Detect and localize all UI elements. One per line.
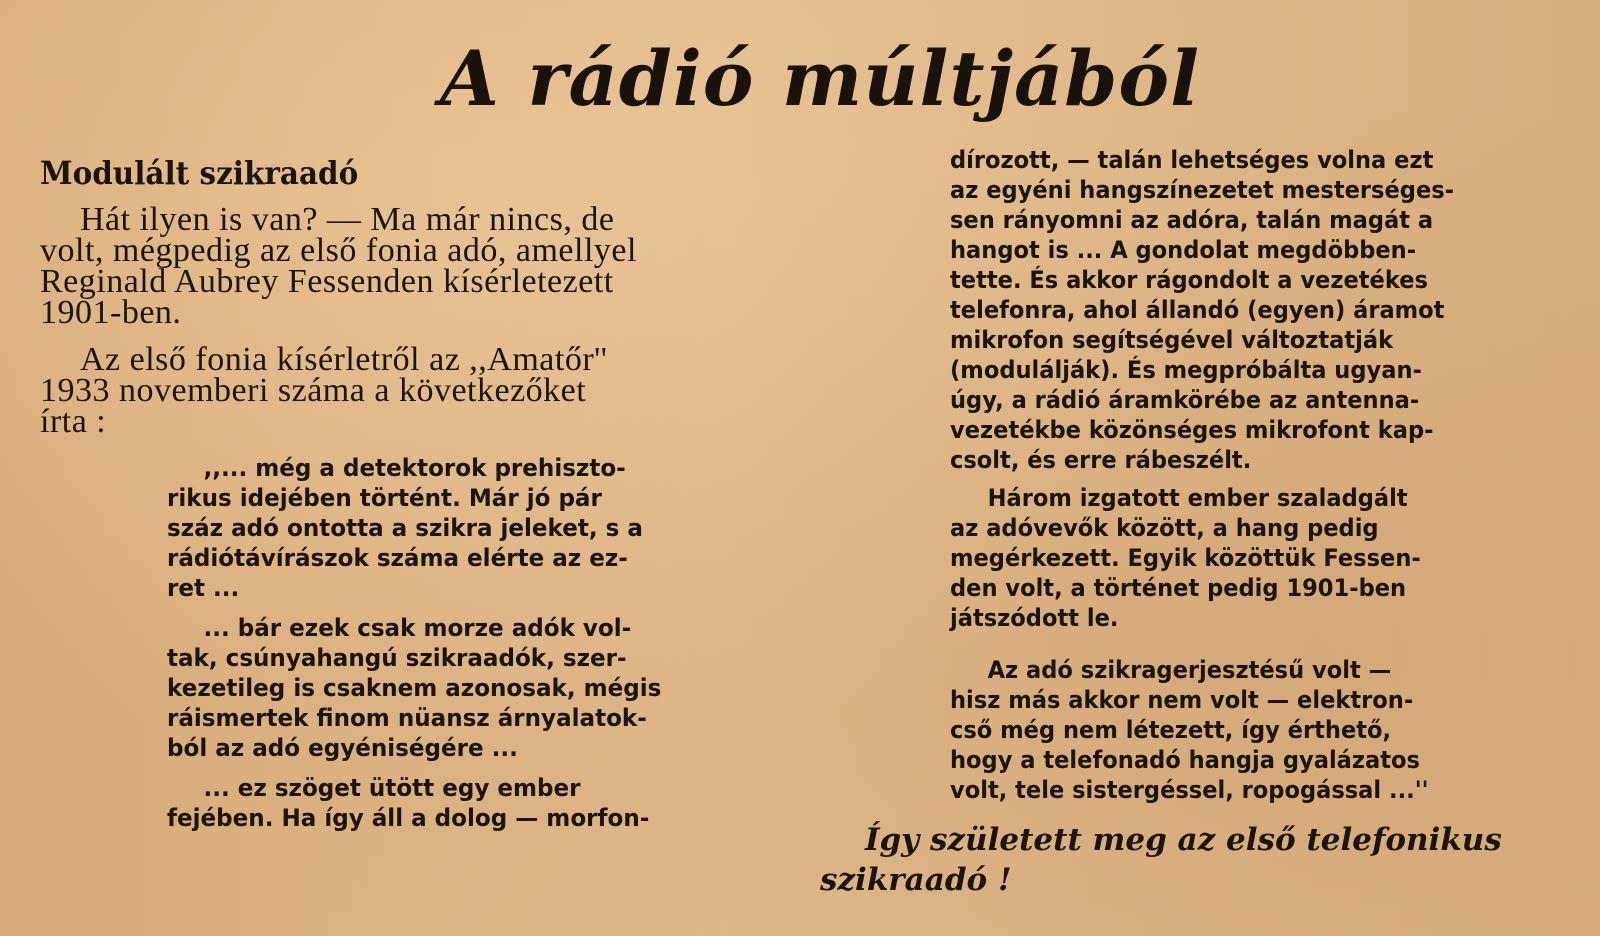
quote-paragraph — [167, 773, 736, 833]
text-line: (modulálják). És megpróbálta ugyan- — [950, 356, 1422, 384]
intro-paragraph — [40, 201, 760, 331]
text-line: hisz más akkor nem volt — elektron- — [950, 686, 1414, 714]
text-line: vezetékbe közönséges mikrofont kap- — [950, 416, 1434, 444]
text-line: sen rányomni az adóra, talán magát a — [950, 206, 1434, 234]
text-line: fejében. Ha így áll a dolog — morfon- — [167, 804, 650, 832]
body-paragraph — [950, 483, 1514, 633]
text-line: ráismertek finom nüansz árnyalatok- — [167, 704, 647, 732]
right-column — [950, 145, 1550, 827]
text-line: telefonra, ahol állandó (egyen) áramot — [950, 296, 1445, 324]
text-line: Így született meg az első telefonikus — [865, 822, 1502, 858]
quote-paragraph — [167, 453, 736, 603]
text-line: tak, csúnyahangú szikraadók, szer- — [167, 644, 627, 672]
text-line: játszódott le. — [950, 604, 1119, 632]
text-line: Az első fonia kísérletről az ,,Amatőr'' — [80, 341, 608, 378]
text-line: ... ez szöget ütött egy ember — [203, 774, 581, 802]
body-paragraph — [950, 145, 1514, 475]
text-line: ,,... még a detektorok prehiszto- — [203, 454, 626, 482]
text-line: csolt, és erre rábeszélt. — [950, 446, 1252, 474]
text-line: dírozott, — talán lehetséges volna ezt — [950, 146, 1434, 174]
text-line: mikrofon segítségével változtatják — [950, 326, 1394, 354]
text-line: den volt, a történet pedig 1901-ben — [950, 574, 1407, 602]
text-line: volt, mégpedig az első fonia adó, amellyel — [40, 232, 637, 269]
text-line: úgy, a rádió áramkörébe az antenna- — [950, 386, 1420, 414]
text-line: ret ... — [167, 574, 240, 602]
text-line: kezetileg is csaknem azonosak, mégis — [167, 674, 662, 702]
text-line: ból az adó egyéniségére ... — [167, 734, 518, 762]
text-line: az adóvevők között, a hang pedig — [950, 514, 1379, 542]
article-title: A rádió múltjából — [440, 34, 1200, 123]
text-line: száz adó ontotta a szikra jeleket, s a — [167, 514, 643, 542]
text-line: Hát ilyen is van? — Ma már nincs, de — [80, 201, 615, 238]
text-line: hangot is ... A gondolat megdöbben- — [950, 236, 1417, 264]
text-line: cső még nem létezett, így érthető, — [950, 716, 1392, 744]
text-line: ... bár ezek csak morze adók vol- — [203, 614, 632, 642]
text-line: szikraadó ! — [820, 862, 1012, 898]
left-column — [40, 152, 760, 843]
quote-paragraph — [167, 613, 736, 763]
text-line: megérkezett. Egyik közöttük Fessen- — [950, 544, 1421, 572]
section-heading: Modulált szikraadó — [40, 154, 359, 192]
text-line: rikus idejében történt. Már jó pár — [167, 484, 602, 512]
closing-statement — [820, 820, 1502, 900]
text-line: Reginald Aubrey Fessenden kísérletezett — [40, 263, 614, 300]
text-line: tette. És akkor rágondolt a vezetékes — [950, 266, 1428, 294]
text-line: rádiótávírászok száma elérte az ez- — [167, 544, 628, 572]
text-line: Az adó szikragerjesztésű volt — — [987, 656, 1392, 684]
text-line: hogy a telefonadó hangja gyalázatos — [950, 746, 1420, 774]
body-paragraph — [950, 655, 1514, 805]
text-line: írta : — [40, 403, 107, 440]
text-line: 1901-ben. — [40, 294, 182, 331]
text-line: 1933 novemberi száma a következőket — [40, 372, 587, 409]
text-line: Három izgatott ember szaladgált — [987, 484, 1408, 512]
citation-paragraph — [40, 341, 760, 440]
text-line: az egyéni hangszínezetet mesterséges- — [950, 176, 1455, 204]
text-line: volt, tele sistergéssel, ropogással ...'' — [950, 776, 1429, 804]
